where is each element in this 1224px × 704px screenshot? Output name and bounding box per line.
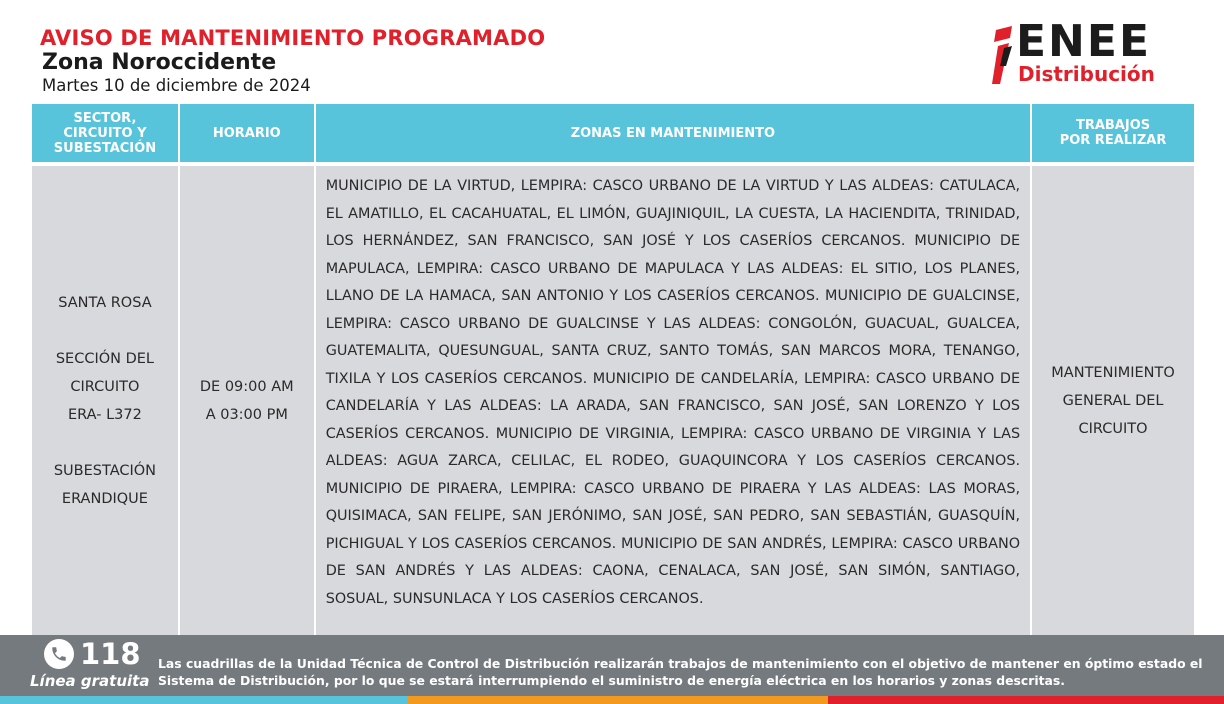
substation-line: ERANDIQUE (61, 491, 148, 507)
cell-sector (32, 166, 178, 636)
sector-name: SANTA ROSA (58, 295, 152, 311)
cell-schedule (180, 166, 314, 636)
substation-line: SUBESTACIÓN (53, 463, 157, 479)
header-sector-line: SECTOR, (73, 110, 137, 126)
schedule-line: DE 09:00 AM (199, 379, 294, 395)
work-line: CIRCUITO (1078, 421, 1148, 437)
notice-date: Martes 10 de diciembre de 2024 (42, 76, 311, 95)
header-work (1032, 104, 1194, 162)
cell-zones: MUNICIPIO DE LA VIRTUD, LEMPIRA: CASCO URBANO DE LA VIRTUD Y LAS ALDEAS: CATULACA, EL AMATILLO, EL CACAHUATAL, EL LIMÓN, GUAJINIQUIL, LA CUESTA, LA HACIENDITA, TRINIDAD, LOS HERNÁNDEZ, SAN FRANCISCO, SAN JOSÉ Y LOS CASERÍOS CERCANOS. MUNICIPIO DE MAPULACA, LEMPIRA: CASCO URBANO DE MAPULACA Y LAS ALDEAS: EL SITIO, LOS PLANES, LLANO DE LA HAMACA, SAN ANTONIO Y LOS CASERÍOS CERCANOS. MUNICIPIO DE GUALCINSE, LEMPIRA: CASCO URBANO DE GUALCINSE Y LAS ALDEAS: CONGOLÓN, GUACUAL, GUALCEA, GUATEMALITA, QUESUNGUAL, SANTA CRUZ, SANTO TOMÁS, SAN MARCOS MORA, TENANGO, TIXILA Y LOS CASERÍOS CERCANOS. MUNICIPIO DE CANDELARÍA, LEMPIRA: CASCO URBANO DE CANDELARÍA Y LAS ALDEAS: LA ARADA, SAN FRANCISCO, SAN JOSÉ, SAN LORENZO Y LOS CASERÍOS CERCANOS. MUNICIPIO DE VIRGINIA, LEMPIRA: CASCO URBANO DE VIRGINIA Y LAS ALDEAS: AGUA ZARCA, CELILAC, EL RODEO, GUAQUINCORA Y LOS CASERÍOS CERCANOS. MUNICIPIO DE PIRAERA, LEMPIRA: CASCO URBANO DE PIRAERA Y LAS ALDEAS: LAS MORAS, QUISIMACA, SAN FELIPE, SAN JERÓNIMO, SAN JOSÉ, SAN PEDRO, SAN SEBASTIÁN, GUASQUÍN, PICHIGUAL Y LOS CASERÍOS CERCANOS. MUNICIPIO DE SAN ANDRÉS, LEMPIRA: CASCO URBANO DE SAN ANDRÉS Y LAS ALDEAS: CAONA, CENALACA, SAN JOSÉ, SAN SIMÓN, SANTIAGO, SOSUAL, SUNSUNLACA Y LOS CASERÍOS CERCANOS. (316, 166, 1030, 636)
stripe-cyan (0, 696, 408, 704)
stripe-red (828, 696, 1224, 704)
logo-wordmark: ENEE (1016, 16, 1151, 67)
header-work-line: POR REALIZAR (1059, 133, 1167, 148)
zone-name: Zona Noroccidente (42, 50, 277, 75)
table-row (32, 166, 1194, 636)
header-sector (32, 104, 178, 162)
header-zones: ZONAS EN MANTENIMIENTO (316, 104, 1030, 162)
stripe-orange (408, 696, 828, 704)
circuit-line: ERA- L372 (68, 407, 142, 423)
footer-bar (0, 635, 1224, 696)
notice-header (0, 0, 1224, 104)
work-line: GENERAL DEL (1062, 393, 1164, 409)
work-line: MANTENIMIENTO (1051, 365, 1175, 381)
logo-subtitle: Distribución (1018, 62, 1155, 86)
header-schedule: HORARIO (180, 104, 314, 162)
enee-logo-mark-icon (992, 26, 1014, 84)
notice-title: AVISO DE MANTENIMIENTO PROGRAMADO (40, 26, 546, 50)
circuit-line: CIRCUITO (70, 379, 140, 395)
cell-work (1032, 166, 1194, 636)
footer-notice: Las cuadrillas de la Unidad Técnica de Control de Distribución realizarán trabajos de mantenimiento con el objetivo de mantener en óptimo estado el Sistema de Distribución, por lo que se estará interrumpiendo el suministro de energía eléctrica en los horarios y zonas descritas. (158, 656, 1203, 688)
hotline-label: Línea gratuita (30, 672, 150, 690)
header-sector-line: CIRCUITO Y (63, 125, 147, 141)
header-work-line: TRABAJOS (1075, 118, 1151, 133)
maintenance-table (30, 104, 1196, 636)
enee-logo (992, 16, 1192, 86)
circuit-line: SECCIÓN DEL (55, 351, 155, 367)
phone-icon (44, 639, 74, 669)
schedule-line: A 03:00 PM (205, 407, 288, 423)
table-header-row (32, 104, 1194, 162)
hotline-number: 118 (80, 637, 141, 671)
header-sector-line: SUBESTACIÓN (53, 140, 157, 156)
